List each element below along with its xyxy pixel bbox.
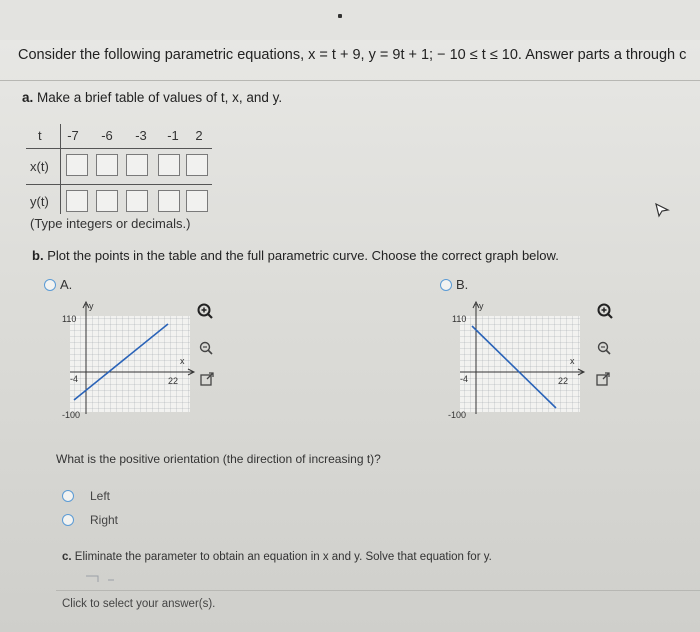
plot-grid — [70, 316, 190, 412]
popout-icon[interactable] — [596, 372, 610, 386]
popout-icon[interactable] — [200, 372, 214, 386]
t-value: -3 — [135, 128, 147, 143]
orientation-question: What is the positive orientation (the direction of increasing t)? — [56, 452, 381, 466]
answer-input[interactable] — [86, 574, 118, 584]
table-line — [26, 184, 212, 185]
zoom-out-icon[interactable] — [198, 340, 214, 356]
t-value: -7 — [67, 128, 79, 143]
type-note: (Type integers or decimals.) — [30, 216, 191, 231]
option-a-radio[interactable] — [44, 279, 56, 291]
top-bar — [0, 0, 700, 40]
y-min-label: -100 — [448, 410, 467, 420]
x-axis-label: x — [570, 356, 575, 366]
part-b-prompt: b. Plot the points in the table and the full parametric curve. Choose the correct graph below. — [32, 248, 559, 263]
y-min-label: -100 — [62, 410, 81, 420]
option-b-label[interactable]: B. — [456, 277, 469, 292]
x-min-label: -4 — [70, 374, 79, 384]
divider — [0, 80, 700, 81]
graph-option-b[interactable] — [446, 300, 586, 420]
table-line — [26, 148, 212, 149]
part-a-prompt: a. Make a brief table of values of t, x, and y. — [22, 90, 283, 105]
y-input-box[interactable] — [66, 190, 88, 212]
t-value: -6 — [101, 128, 113, 143]
right-choice-label[interactable]: Right — [90, 513, 119, 527]
x-input-box[interactable] — [126, 154, 148, 176]
x-input-box[interactable] — [158, 154, 180, 176]
x-max-label: 22 — [168, 376, 179, 386]
right-radio[interactable] — [62, 514, 74, 526]
plot-grid — [460, 316, 580, 412]
y-axis-label: y — [89, 301, 94, 311]
y-max-label: 110 — [452, 314, 467, 324]
part-c-prompt: c. Eliminate the parameter to obtain an equation in x and y. Solve that equation for y. — [62, 551, 492, 563]
y-input-box[interactable] — [158, 190, 180, 212]
zoom-out-icon[interactable] — [596, 340, 612, 356]
row-label-x: x(t) — [30, 159, 49, 174]
cursor-icon — [654, 202, 672, 218]
left-choice-label[interactable]: Left — [90, 489, 111, 503]
divider — [56, 590, 700, 591]
x-input-box[interactable] — [186, 154, 208, 176]
left-radio[interactable] — [62, 490, 74, 502]
y-input-box[interactable] — [96, 190, 118, 212]
x-axis-label: x — [180, 356, 185, 366]
t-value: 2 — [195, 128, 203, 143]
option-b-radio[interactable] — [440, 279, 452, 291]
question-text: Consider the following parametric equations, x = t + 9, y = 9t + 1; − 10 ≤ t ≤ 10. Answer parts a through c — [18, 47, 687, 63]
t-value: -1 — [167, 128, 179, 143]
x-input-box[interactable] — [96, 154, 118, 176]
option-a-label[interactable]: A. — [60, 277, 73, 292]
zoom-in-icon[interactable] — [596, 302, 614, 320]
zoom-in-icon[interactable] — [196, 302, 214, 320]
y-axis-label: y — [479, 301, 484, 311]
top-dot — [338, 14, 342, 18]
x-max-label: 22 — [558, 376, 569, 386]
y-input-box[interactable] — [186, 190, 208, 212]
y-max-label: 110 — [62, 314, 77, 324]
table-divider — [60, 124, 61, 214]
x-min-label: -4 — [460, 374, 469, 384]
y-input-box[interactable] — [126, 190, 148, 212]
click-instruction: Click to select your answer(s). — [62, 598, 216, 610]
row-label-y: y(t) — [30, 194, 49, 209]
x-input-box[interactable] — [66, 154, 88, 176]
graph-option-a[interactable] — [56, 300, 196, 420]
row-label-t: t — [38, 128, 42, 143]
